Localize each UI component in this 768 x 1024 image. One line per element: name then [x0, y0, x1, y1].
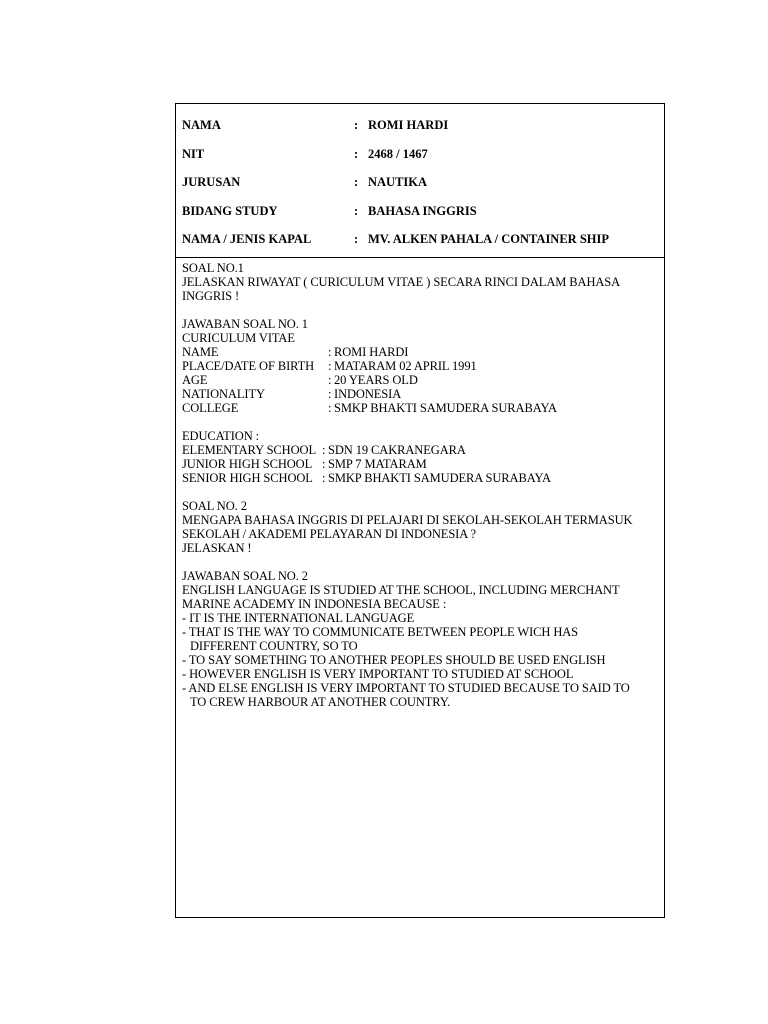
cv-row-birth [182, 359, 664, 373]
header-colon: : [354, 203, 359, 218]
education-label: JUNIOR HIGH SCHOOL [182, 457, 313, 471]
header-row-nama [176, 117, 664, 146]
question-2-text: JELASKAN ! [182, 541, 252, 555]
cv-row-college [182, 401, 664, 415]
question-2-text: SEKOLAH / AKADEMI PELAYARAN DI INDONESIA ? [182, 527, 476, 541]
cv-value: ROMI HARDI [334, 345, 409, 359]
education-value: SDN 19 CAKRANEGARA [328, 443, 466, 457]
answer-sheet [175, 103, 665, 918]
education-colon: : [322, 443, 326, 457]
education-row-elementary [182, 443, 664, 457]
cv-colon: : [328, 387, 332, 401]
header-row-nit [176, 146, 664, 175]
header-label: NAMA [182, 118, 221, 132]
question-1-title: SOAL NO.1 [182, 261, 244, 275]
education-row-junior [182, 457, 664, 471]
cv-label: AGE [182, 373, 208, 387]
header-label: BIDANG STUDY [182, 203, 278, 218]
answer-2 [182, 569, 664, 709]
answer-2-intro: MARINE ACADEMY IN INDONESIA BECAUSE : [182, 597, 447, 611]
header-colon: : [354, 146, 359, 161]
header-label: NIT [182, 146, 205, 161]
education-title: EDUCATION : [182, 429, 260, 443]
answer-2-bullet-continuation: DIFFERENT COUNTRY, SO TO [190, 639, 358, 653]
header-colon: : [354, 118, 359, 132]
answer-2-title: JAWABAN SOAL NO. 2 [182, 569, 308, 583]
cv-colon: : [328, 401, 332, 415]
spacer [182, 303, 664, 317]
question-1-text: INGGRIS ! [182, 289, 240, 303]
header-row-bidang-study [176, 203, 664, 232]
answer-2-bullet-continuation: TO CREW HARBOUR AT ANOTHER COUNTRY. [190, 695, 451, 709]
question-1 [182, 261, 664, 303]
question-2-text: MENGAPA BAHASA INGGRIS DI PELAJARI DI SEKOLAH-SEKOLAH TERMASUK [182, 513, 633, 527]
header-colon: : [354, 175, 359, 189]
student-info-header [176, 104, 664, 258]
cv-label: COLLEGE [182, 401, 239, 415]
header-colon: : [354, 232, 359, 246]
cv-label: NATIONALITY [182, 387, 265, 401]
answer-2-intro: ENGLISH LANGUAGE IS STUDIED AT THE SCHOOL, INCLUDING MERCHANT [182, 583, 620, 597]
education-label: ELEMENTARY SCHOOL [182, 443, 316, 457]
cv-colon: : [328, 345, 332, 359]
education-value: SMP 7 MATARAM [328, 457, 427, 471]
header-value: MV. ALKEN PAHALA / CONTAINER SHIP [368, 232, 610, 246]
header-value: ROMI HARDI [368, 118, 449, 132]
cv-row-age [182, 373, 664, 387]
cv-title: CURICULUM VITAE [182, 331, 295, 345]
cv-label: PLACE/DATE OF BIRTH [182, 359, 315, 373]
answer-2-bullet: - AND ELSE ENGLISH IS VERY IMPORTANT TO STUDIED BECAUSE TO SAID TO [182, 681, 630, 695]
answer-1-title: JAWABAN SOAL NO. 1 [182, 317, 308, 331]
question-2 [182, 499, 664, 555]
cv-label: NAME [182, 345, 219, 359]
answer-2-bullet: - THAT IS THE WAY TO COMMUNICATE BETWEEN PEOPLE WICH HAS [182, 625, 579, 639]
header-row-kapal [176, 231, 664, 260]
education-colon: : [322, 457, 326, 471]
education-value: SMKP BHAKTI SAMUDERA SURABAYA [328, 471, 551, 485]
answer-1 [182, 317, 664, 485]
education-row-senior [182, 471, 664, 485]
answer-2-bullet: - HOWEVER ENGLISH IS VERY IMPORTANT TO STUDIED AT SCHOOL [182, 667, 574, 681]
cv-colon: : [328, 359, 332, 373]
answer-2-bullet: - IT IS THE INTERNATIONAL LANGUAGE [182, 611, 415, 625]
cv-value: INDONESIA [334, 387, 402, 401]
cv-value: MATARAM 02 APRIL 1991 [334, 359, 477, 373]
cv-row-nationality [182, 387, 664, 401]
spacer [182, 555, 664, 569]
question-2-title: SOAL NO. 2 [182, 499, 247, 513]
education-label: SENIOR HIGH SCHOOL [182, 471, 313, 485]
cv-colon: : [328, 373, 332, 387]
question-1-text: JELASKAN RIWAYAT ( CURICULUM VITAE ) SECARA RINCI DALAM BAHASA [182, 275, 621, 289]
header-value: NAUTIKA [368, 175, 428, 189]
header-label: JURUSAN [182, 175, 241, 189]
header-label: NAMA / JENIS KAPAL [182, 232, 312, 246]
header-row-jurusan [176, 174, 664, 203]
answer-body [176, 258, 664, 709]
header-value: 2468 / 1467 [368, 146, 428, 161]
cv-value: 20 YEARS OLD [334, 373, 418, 387]
spacer [182, 485, 664, 499]
cv-value: SMKP BHAKTI SAMUDERA SURABAYA [334, 401, 557, 415]
cv-row-name [182, 345, 664, 359]
spacer [182, 415, 664, 429]
header-value: BAHASA INGGRIS [368, 203, 477, 218]
education-colon: : [322, 471, 326, 485]
answer-2-bullet: - TO SAY SOMETHING TO ANOTHER PEOPLES SHOULD BE USED ENGLISH [182, 653, 606, 667]
